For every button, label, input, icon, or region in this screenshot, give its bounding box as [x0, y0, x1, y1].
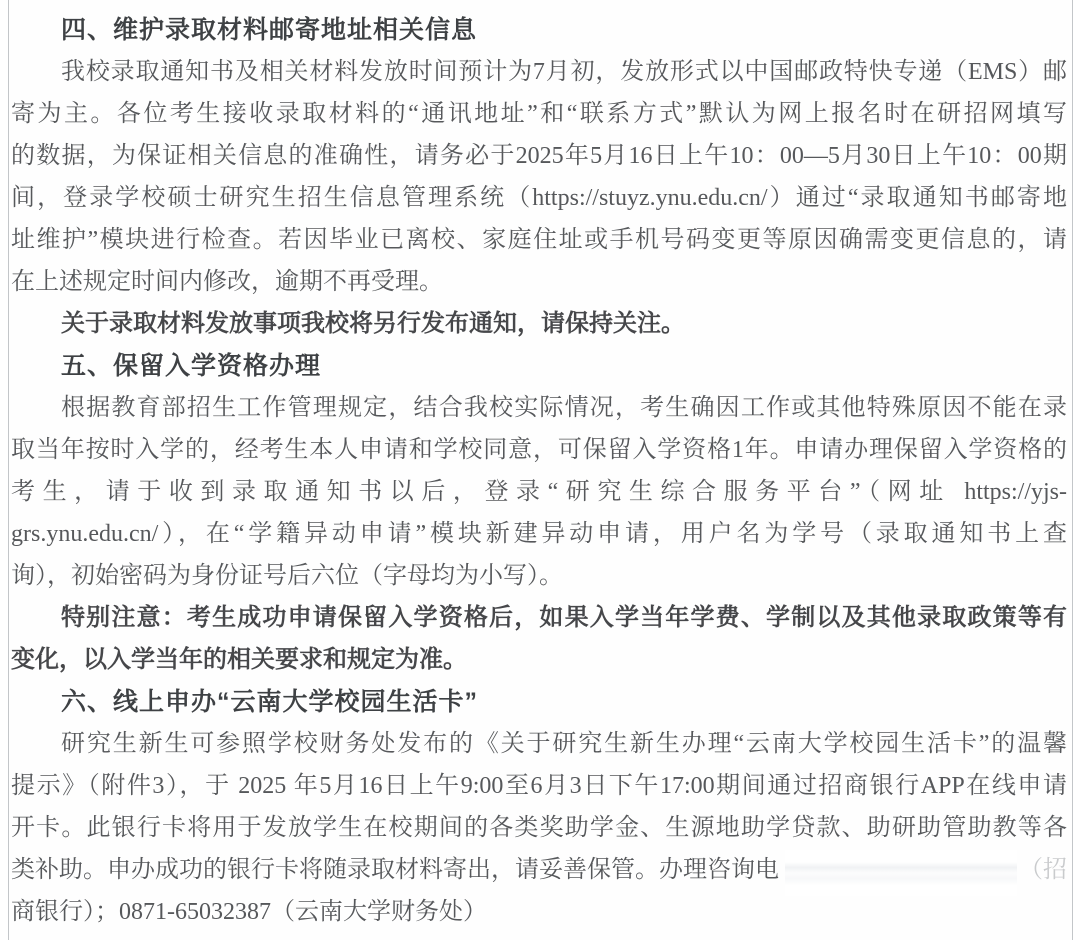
- special-note-line-1: 特别注意：考生成功申请保留入学资格后，如果入学当年学费、学制以及其他录取政策等有: [61, 605, 1067, 631]
- para-mailing-line-3: 的数据，为保证相关信息的准确性，请务必于2025年5月16日上午10：00—5月30日上午10：00期: [11, 143, 1067, 169]
- para-deferral-line-4: grs.ynu.edu.cn/），在“学籍异动申请”模块新建异动申请，用户名为学号（录取通知书上查: [11, 521, 1067, 547]
- para-campus-card-line-4: [11, 849, 1067, 891]
- para-deferral-line-3: 考生，请于收到录取通知书以后，登录“研究生综合服务平台”（网址 https://yjs-: [11, 479, 1067, 505]
- redacted-phone-area: [785, 850, 1017, 896]
- para-deferral-line-5: 询），初始密码为身份证号后六位（字母均为小写）。: [11, 563, 563, 589]
- section-6-heading: 六、线上申办“云南大学校园生活卡”: [61, 688, 479, 716]
- para-campus-card-line-3: 开卡。此银行卡将用于发放学生在校期间的各类奖助学金、生源地助学贷款、助研助管助教等各: [11, 815, 1067, 841]
- para-mailing-line-2: 寄为主。各位考生接收录取材料的“通讯地址”和“联系方式”默认为网上报名时在研招网填写: [11, 101, 1067, 127]
- section-5-heading: 五、保留入学资格办理: [61, 352, 322, 380]
- section-4-heading: 四、维护录取材料邮寄地址相关信息: [61, 16, 478, 44]
- para-mailing-line-6: 在上述规定时间内修改，逾期不再受理。: [11, 269, 443, 295]
- para-deferral-line-2: 取当年按时入学的，经考生本人申请和学校同意，可保留入学资格1年。申请办理保留入学资格的: [11, 437, 1067, 463]
- para-campus-card-line-2: 提示》（附件3），于 2025 年5月16日上午9:00至6月3日下午17:00期间通过招商银行APP在线申请: [11, 773, 1067, 799]
- para-campus-card-line-1: 研究生新生可参照学校财务处发布的《关于研究生新生办理“云南大学校园生活卡”的温馨: [61, 731, 1067, 757]
- special-note-line-2: 变化，以入学当年的相关要求和规定为准。: [11, 647, 467, 673]
- faint-partial-text: （招: [1019, 857, 1067, 883]
- document-page: [8, 0, 1073, 940]
- contact-text: 类补助。申办成功的银行卡将随录取材料寄出，请妥善保管。办理咨询电: [11, 857, 779, 883]
- para-mailing-line-4: 间，登录学校硕士研究生招生信息管理系统（https://stuyz.ynu.edu.cn/）通过“录取通知书邮寄地: [11, 185, 1067, 211]
- para-mailing-line-5: 址维护”模块进行检查。若因毕业已离校、家庭住址或手机号码变更等原因确需变更信息的，请: [11, 227, 1067, 253]
- para-mailing-line-1: 我校录取通知书及相关材料发放时间预计为7月初，发放形式以中国邮政特快专递（EMS）邮: [61, 59, 1067, 85]
- notice-follow-up-line: 关于录取材料发放事项我校将另行发布通知，请保持关注。: [61, 311, 685, 337]
- para-campus-card-line-5: 商银行）；0871-65032387（云南大学财务处）: [11, 899, 487, 925]
- para-deferral-line-1: 根据教育部招生工作管理规定，结合我校实际情况，考生确因工作或其他特殊原因不能在录: [61, 395, 1067, 421]
